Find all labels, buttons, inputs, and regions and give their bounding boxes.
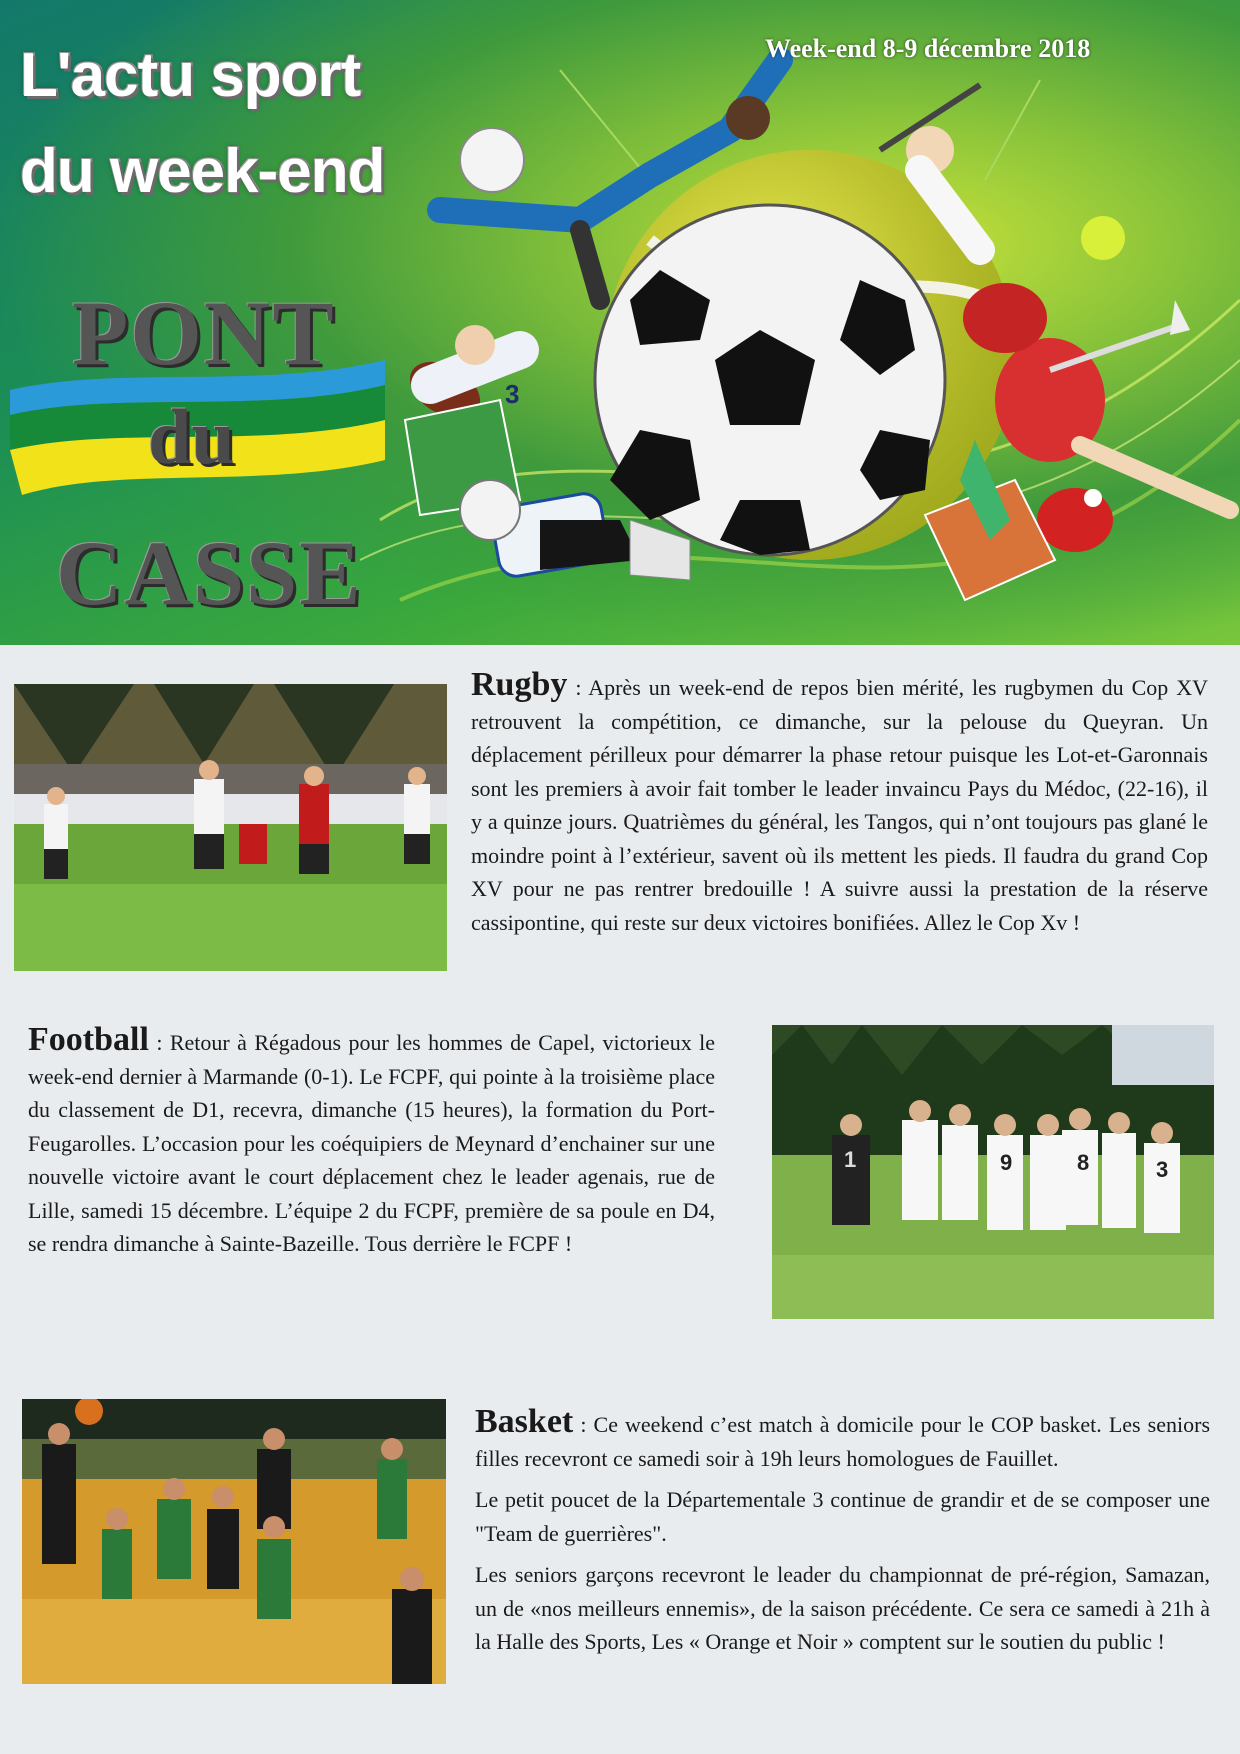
banner-title-line2: du week-end	[20, 137, 385, 206]
basket-text-1: Ce weekend c’est match à domicile pour le COP basket. Les seniors filles recevront ce samedi soir à 19h leurs homologues de Fauillet.	[475, 1412, 1210, 1471]
football-article	[28, 1023, 715, 1269]
basket-paragraph-1	[475, 1405, 1210, 1475]
basket-photo-image	[22, 1399, 446, 1684]
jersey-number-8: 8	[1077, 1150, 1090, 1175]
rugby-heading: Rugby	[471, 666, 568, 703]
football-text: Retour à Régadous pour les hommes de Capel, victorieux le week-end dernier à Marmande (0-1). Le FCPF, qui pointe à la troisième place du classement de D1, recevra, dimanche (15 heures), la formation du Port-Feugarolles. L’occasion pour les coéquipiers de Meynard d’enchainer sur une nouvelle victoire avant le court déplacement chez le leader agenais, rue de Lille, samedi 15 décembre. L’équipe 2 du FCPF, première de sa poule en D4, se rendra dimanche à Sainte-Bazeille. Tous derrière le FCPF !	[28, 1030, 715, 1256]
logo-word-casse: CASSE	[56, 522, 363, 624]
jersey-number-9: 9	[1000, 1150, 1013, 1175]
rugby-separator: :	[567, 675, 589, 700]
basket-heading: Basket	[475, 1403, 574, 1440]
jersey-number-3: 3	[1156, 1157, 1169, 1182]
banner-title	[20, 28, 385, 220]
logo-word-du: du	[148, 393, 235, 480]
rugby-paragraph	[471, 668, 1208, 939]
football-photo-image	[772, 1025, 1214, 1319]
football-heading: Football	[28, 1021, 149, 1058]
pont-du-casse-logo	[0, 280, 400, 624]
jersey-number-1: 1	[844, 1147, 857, 1172]
basket-paragraph-2: Le petit poucet de la Départementale 3 continue de grandir et de se composer une "Team de guerrières".	[475, 1487, 1210, 1546]
basket-paragraph-3: Les seniors garçons recevront le leader du championnat de pré-région, Samazan, un de «nos meilleurs ennemis», de la saison précédente. Ce sera ce samedi à 21h à la Halle des Sports, Les « Orange et Noir » comptent sur le soutien du public !	[475, 1562, 1210, 1654]
banner-title-line1: L'actu sport	[20, 41, 361, 110]
rugby-photo-image	[14, 684, 447, 971]
basket-article	[475, 1405, 1210, 1667]
football-paragraph	[28, 1023, 715, 1261]
rugby-article	[471, 668, 1208, 947]
football-separator: :	[148, 1030, 170, 1055]
football-photo	[772, 1025, 1214, 1319]
logo-word-pont: PONT	[72, 282, 336, 384]
rugby-text: Après un week-end de repos bien mérité, les rugbymen du Cop XV retrouvent la compétition, ce dimanche, sur la pelouse du Queyran. Un déplacement périlleux pour démarrer la phase retour puisque les Lot-et-Garonnais sont les premiers à avoir fait tomber le leader invaincu Pays du Médoc, (22-16), il y a quinze jours. Quatrièmes du général, les Tangos, qui n’ont toujours pas glané le moindre point à l’extérieur, savent où ils mettent les pieds. Il faudra du grand Cop XV pour ne pas rentrer bredouille ! A suivre aussi la prestation de la réserve cassipontine, qui reste sur deux victoires bonifiées. Allez le Cop Xv !	[471, 675, 1208, 935]
rugby-photo	[14, 684, 447, 971]
svg-text:3: 3	[505, 379, 520, 409]
basket-separator: :	[573, 1412, 594, 1437]
header-banner	[0, 0, 1240, 645]
basket-photo	[22, 1399, 446, 1684]
banner-date: Week-end 8-9 décembre 2018	[765, 34, 1091, 63]
